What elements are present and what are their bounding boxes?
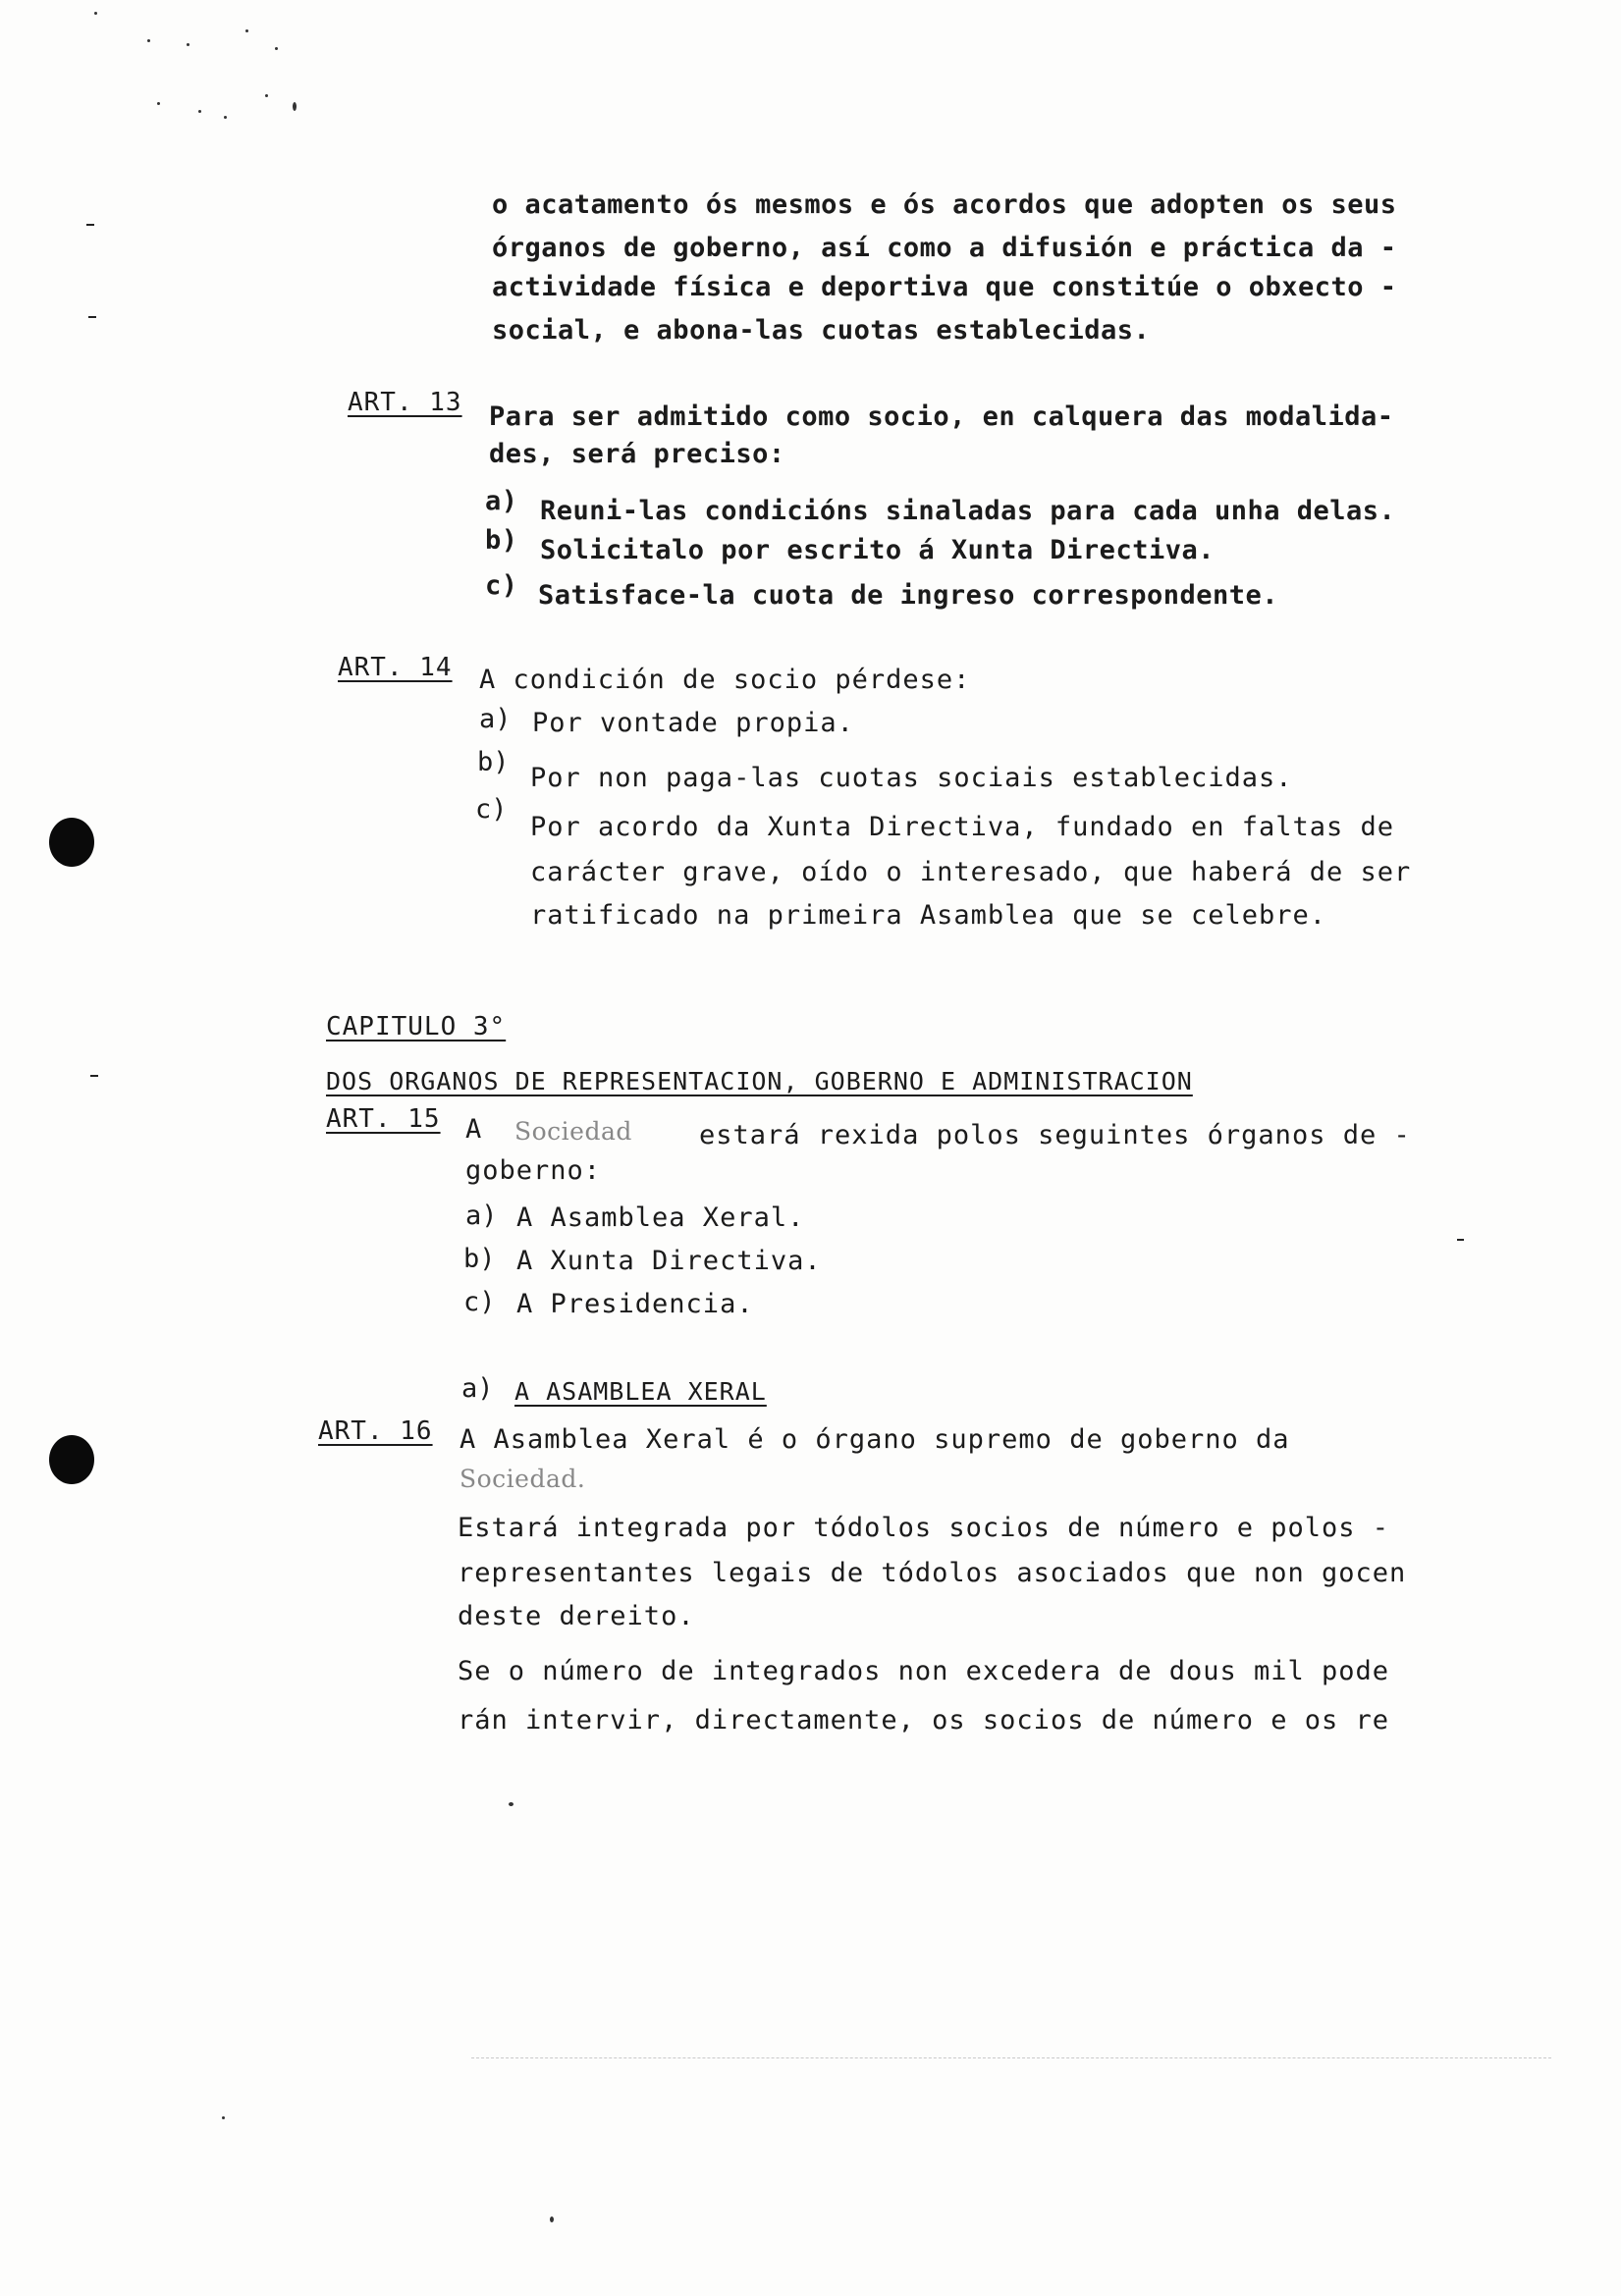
art16-para3-line-1: Se o número de integrados non excedera de dous mil pode	[458, 1656, 1390, 1686]
scan-speck	[198, 110, 201, 113]
scan-speck	[224, 116, 227, 119]
scan-speck	[509, 1802, 513, 1806]
scan-speck	[147, 39, 150, 42]
scan-speck	[265, 94, 268, 97]
art15-line-2: goberno:	[465, 1155, 602, 1186]
scan-speck	[157, 102, 160, 105]
art14-item-a-letter: a)	[479, 704, 512, 734]
scan-speck	[94, 12, 97, 15]
art14-item-a-text: Por vontade propia.	[532, 708, 854, 738]
art14-item-c-line-1: Por acordo da Xunta Directiva, fundado en faltas de	[530, 812, 1395, 842]
art15-item-c-letter: c)	[463, 1287, 496, 1317]
art14-text: A condición de socio pérdese:	[479, 665, 971, 695]
art13-label: ART. 13	[348, 388, 462, 417]
art14-item-c-line-3: ratificado na primeira Asamblea que se celebre.	[530, 900, 1327, 931]
art16-line-1: A Asamblea Xeral é o órgano supremo de goberno da	[459, 1424, 1290, 1455]
art16-entity: Sociedad.	[459, 1465, 586, 1493]
art14-label: ART. 14	[338, 653, 453, 682]
punch-hole	[49, 1435, 94, 1484]
scan-speck	[222, 2116, 225, 2119]
punch-hole	[49, 818, 94, 867]
chapter-heading: DOS ORGANOS DE REPRESENTACION, GOBERNO E ADMINISTRACION	[326, 1067, 1193, 1095]
scan-fold-line	[471, 2057, 1551, 2058]
art14-item-c-letter: c)	[475, 794, 508, 825]
art14-item-c-line-2: carácter grave, oído o interesado, que haberá de ser	[530, 857, 1412, 887]
art16-para2-line-1: Estará integrada por tódolos socios de número e polos -	[458, 1513, 1390, 1543]
art13-item-a-text: Reuni-las condicións sinaladas para cada unha delas.	[540, 496, 1396, 526]
art16-para2-line-2: representantes legais de tódolos asociados que non gocen	[458, 1558, 1407, 1588]
art15-entity: Sociedad	[514, 1117, 632, 1146]
art14-item-b-text: Por non paga-las cuotas sociais establecidas.	[530, 763, 1293, 793]
margin-mark	[90, 1075, 98, 1077]
art13-line-2: des, será preciso:	[489, 439, 785, 469]
margin-mark	[1457, 1239, 1464, 1241]
scan-speck	[550, 2216, 554, 2222]
intro-line-4: social, e abona-las cuotas establecidas.	[492, 315, 1151, 346]
art16-label: ART. 16	[318, 1416, 433, 1446]
scan-speck	[275, 47, 278, 50]
art13-item-b-text: Solicitalo por escrito á Xunta Directiva.	[540, 535, 1215, 565]
section-a-title: A ASAMBLEA XERAL	[514, 1377, 767, 1406]
art13-line-1: Para ser admitido como socio, en calquera das modalida-	[489, 401, 1394, 432]
section-a-letter: a)	[461, 1373, 494, 1404]
art14-item-b-letter: b)	[477, 747, 510, 777]
art13-item-c-letter: c)	[485, 570, 518, 601]
art16-para3-line-2: rán intervir, directamente, os socios de número e os re	[458, 1705, 1390, 1735]
art15-item-a-letter: a)	[465, 1201, 498, 1231]
art16-para2-line-3: deste dereito.	[458, 1601, 695, 1631]
margin-mark	[88, 316, 96, 318]
art15-item-b-text: A Xunta Directiva.	[516, 1246, 822, 1276]
art15-prefix: A	[465, 1114, 483, 1145]
intro-line-1: o acatamento ós mesmos e ós acordos que adopten os seus	[492, 189, 1397, 220]
chapter-title: CAPITULO 3°	[326, 1012, 507, 1041]
intro-line-2: órganos de goberno, así como a difusión e práctica da -	[492, 233, 1397, 263]
art15-rest: estará rexida polos seguintes órganos de -	[699, 1120, 1411, 1150]
art15-item-b-letter: b)	[463, 1244, 496, 1274]
scan-speck	[187, 43, 189, 46]
art15-item-a-text: A Asamblea Xeral.	[516, 1202, 805, 1233]
art13-item-b-letter: b)	[485, 525, 518, 556]
art15-item-c-text: A Presidencia.	[516, 1289, 754, 1319]
scan-speck	[245, 29, 248, 32]
art13-item-c-text: Satisface-la cuota de ingreso correspondente.	[538, 580, 1278, 611]
art13-item-a-letter: a)	[485, 486, 518, 516]
scan-speck	[293, 102, 297, 111]
margin-mark	[86, 224, 94, 226]
art15-label: ART. 15	[326, 1104, 441, 1134]
intro-line-3: actividade física e deportiva que constitúe o obxecto -	[492, 272, 1397, 302]
